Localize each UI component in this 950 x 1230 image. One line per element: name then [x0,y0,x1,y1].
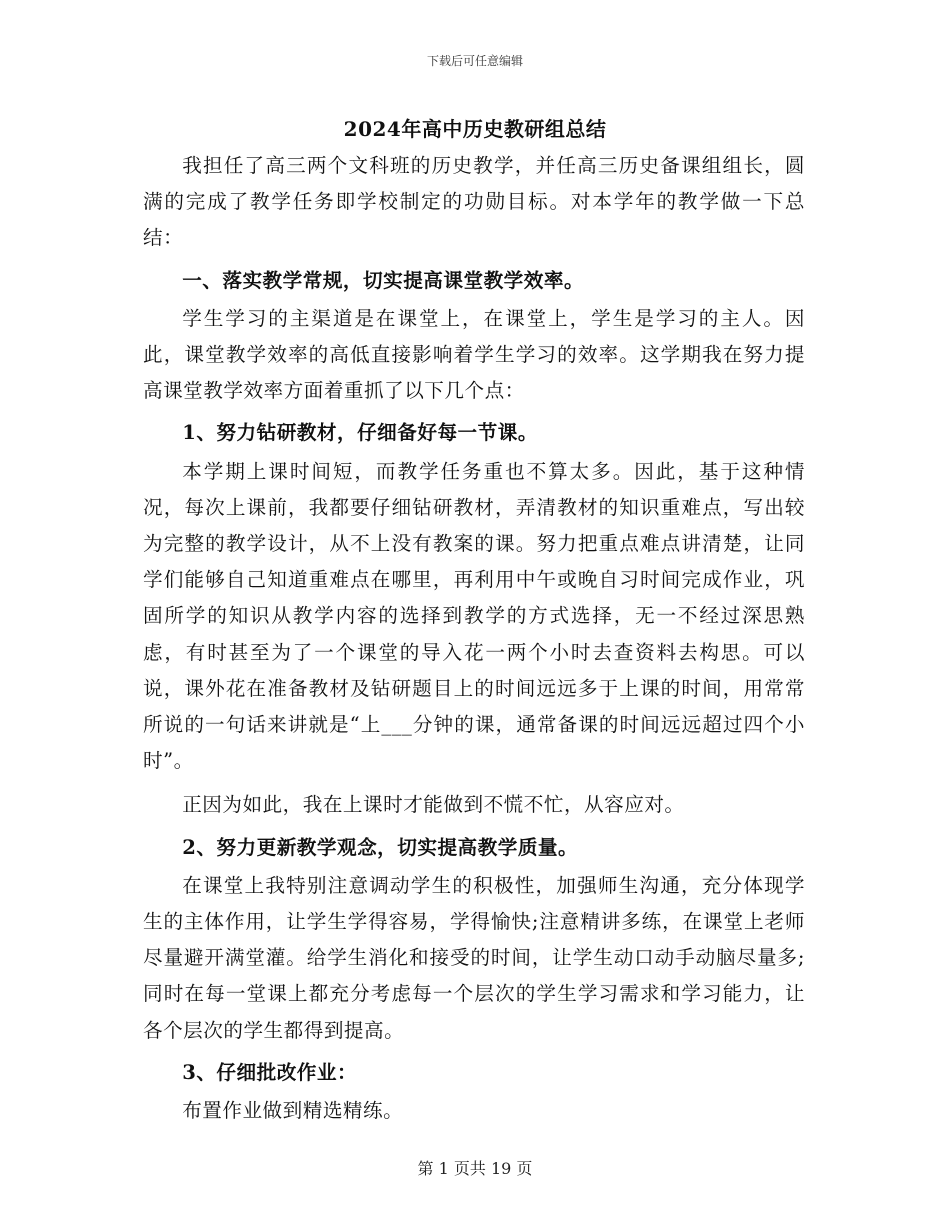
subsection-heading-3: 3、仔细批改作业： [182,1060,358,1084]
page-header-note: 下载后可任意编辑 [426,54,523,68]
section-heading-1: 一、落实教学常规，切实提高课堂教学效率。 [182,268,585,292]
document-title: 2024年高中历史教研组总结 [343,117,607,141]
page-number: 第 1 页共 19 页 [417,1159,533,1178]
section-1-paragraph: 学生学习的主渠道是在课堂上，在课堂上，学生是学习的主人。因此，课堂教学效率的高低直接影响着学生学习的效率。这学期我在努力提高课堂教学效率方面着重抓了以下几个点： [143,306,805,403]
document-body [143,148,805,1129]
subsection-3-paragraph: 布置作业做到精选精练。 [182,1099,404,1123]
subsection-heading-1: 1、努力钻研教材，仔细备好每一节课。 [182,421,538,445]
intro-paragraph: 我担任了高三两个文科班的历史教学，并任高三历史备课组组长，圆满的完成了教学任务即学校制定的功勋目标。对本学年的教学做一下总结： [143,154,805,250]
subsection-heading-2: 2、努力更新教学观念，切实提高教学质量。 [182,835,579,859]
subsection-1-followup: 正因为如此，我在上课时才能做到不慌不忙，从容应对。 [182,793,685,817]
subsection-1-paragraph: 本学期上课时间短，而教学任务重也不算太多。因此，基于这种情况，每次上课前，我都要仔细钻研教材，弄清教材的知识重难点，写出较为完整的教学设计，从不上没有教案的课。努力把重点难点讲清楚，让同学们能够自己知道重难点在哪里，再利用中午或晚自习时间完成作业，巩固所学的知识从教学内容的选择到教学的方式选择，无一不经过深思熟虑，有时甚至为了一个课堂的导入花一两个小时去查资料去构思。可以说，课外花在准备教材及钻研题目上的时间远远多于上课的时间，用常常所说的一句话来讲就是“上___分钟的课，通常备课的时间远远超过四个小时”。 [143,459,805,773]
subsection-2-paragraph: 在课堂上我特别注意调动学生的积极性，加强师生沟通，充分体现学生的主体作用，让学生学得容易，学得愉快;注意精讲多练，在课堂上老师尽量避开满堂灌。给学生消化和接受的时间，让学生动口动手动脑尽量多;同时在每一堂课上都充分考虑每一个层次的学生学习需求和学习能力，让各个层次的学生都得到提高。 [143,873,805,1042]
